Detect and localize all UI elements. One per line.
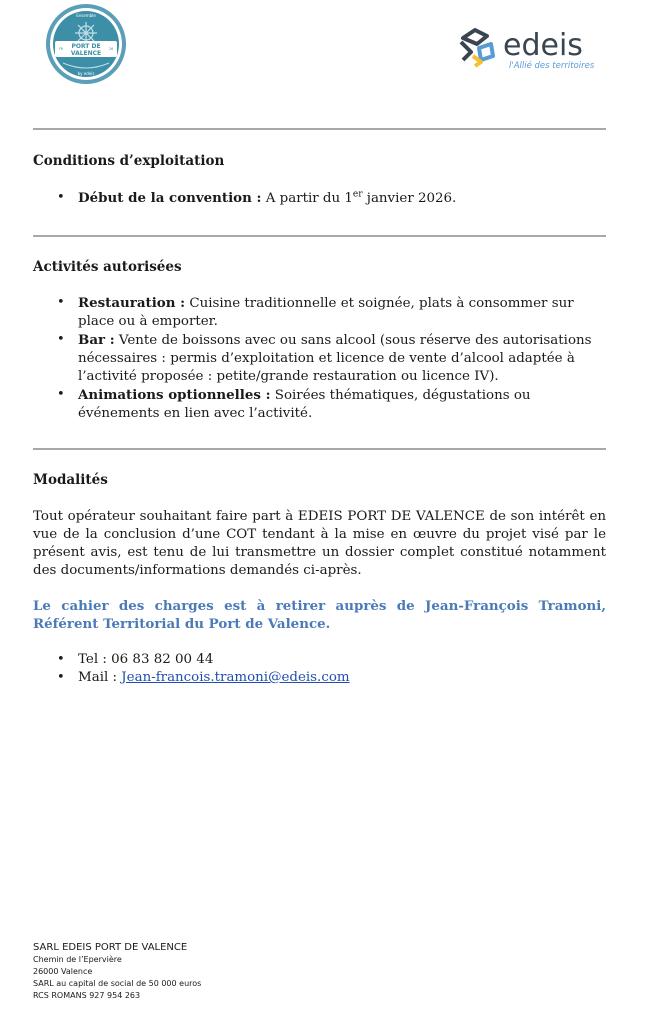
item-label: Animations optionnelles : [78, 387, 271, 403]
bullet-icon: • [57, 652, 65, 667]
edeis-brand-text: edeis [503, 28, 583, 63]
section-title-activites: Activités autorisées [33, 259, 182, 275]
logo-bottom-text: by edeis [77, 71, 95, 76]
conditions-list [33, 189, 606, 208]
item-text-end: janvier 2026. [362, 191, 457, 206]
logo-left-tag: FR [58, 47, 64, 51]
footer-address: Chemin de l’Epervière [33, 955, 122, 964]
tel-label: Tel : [78, 652, 112, 667]
logo-top-text: Ensemble [76, 13, 96, 18]
item-label: Début de la convention : [78, 190, 262, 206]
item-text: A partir du 1 [261, 191, 353, 206]
footer-city: 26000 Valence [33, 967, 93, 976]
divider [33, 235, 606, 237]
logo-right-tag: 26 [108, 47, 114, 51]
list-item [33, 331, 606, 386]
item-label: Restauration : [78, 295, 186, 311]
bullet-icon: • [57, 670, 65, 685]
logo-main-line1: PORT DE [71, 43, 101, 50]
bullet-icon: • [57, 387, 65, 402]
contact-list [33, 651, 606, 687]
bullet-icon: • [57, 332, 65, 347]
bullet-icon: • [57, 190, 65, 205]
section-title-conditions: Conditions d’exploitation [33, 153, 225, 169]
section-title-modalites: Modalités [33, 472, 108, 488]
cahier-des-charges-note: Le cahier des charges est à retirer auprès de Jean-François Tramoni, Référent Territorial du Port de Valence. [33, 598, 606, 632]
contact-mail [33, 669, 606, 687]
item-text: Vente de boissons avec ou sans alcool (sous réserve des autorisations nécessaires : permis d’exploitation et licence de vente d’alcool adaptée à l’activité proposée : petite/grande restauration ou licence IV). [78, 333, 592, 384]
item-sup: er [352, 189, 363, 200]
edeis-mark-icon [461, 30, 493, 66]
list-item [33, 386, 606, 423]
footer-capital: SARL au capital de social de 50 000 euros [33, 979, 202, 988]
edeis-tagline: l'Allié des territoires [509, 61, 595, 71]
modalites-paragraph: Tout opérateur souhaitant faire part à EDEIS PORT DE VALENCE de son intérêt en vue de la conclusion d’une COT tendant à la mise en œuvre du projet visé par le présent avis, est tenu de lui transmettre un dossier complet constitué notamment des documents/informations demandés ci-après. [33, 509, 606, 578]
footer-company: SARL EDEIS PORT DE VALENCE [33, 942, 188, 953]
item-text: Cuisine traditionnelle et soignée, plats à consommer sur place ou à emporter. [78, 296, 574, 329]
edeis-logo [457, 22, 617, 74]
bullet-icon: • [57, 295, 65, 310]
tel-value: 06 83 82 00 44 [111, 652, 214, 667]
footer [33, 941, 201, 1002]
item-label: Bar : [78, 332, 115, 348]
divider [33, 128, 606, 130]
logo-main-line2: VALENCE [70, 50, 102, 57]
port-de-valence-logo [45, 3, 127, 85]
divider [33, 448, 606, 450]
activities-list [33, 294, 606, 423]
footer-rcs: RCS ROMANS 927 954 263 [33, 991, 141, 1000]
list-item [33, 294, 606, 331]
item-text: Soirées thématiques, dégustations ou événements en lien avec l’activité. [78, 388, 531, 421]
mail-label: Mail : [78, 670, 122, 685]
list-item [33, 189, 606, 208]
email-link[interactable]: Jean-francois.tramoni@edeis.com [121, 670, 350, 685]
contact-tel [33, 651, 606, 669]
